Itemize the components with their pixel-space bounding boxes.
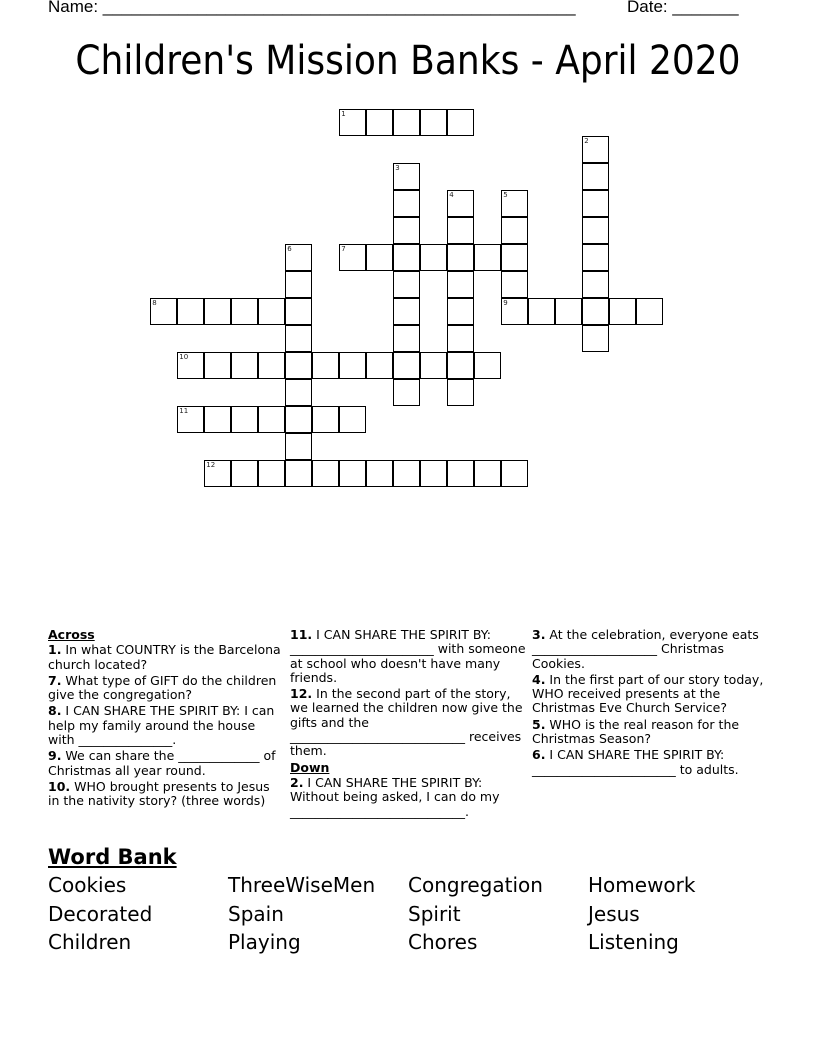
clue-down-5: 5. WHO is the real reason for the Christmas Season? — [532, 716, 740, 747]
crossword-cell[interactable] — [447, 352, 474, 379]
word-bank-item: Cookies — [48, 873, 127, 897]
crossword-cell[interactable] — [582, 190, 609, 217]
date-line: _______ — [672, 0, 739, 16]
crossword-cell[interactable] — [474, 244, 501, 271]
page-title: Children's Mission Banks - April 2020 — [75, 38, 741, 84]
clue-across-1: 1. In what COUNTRY is the Barcelona church located? — [48, 642, 281, 672]
crossword-cell[interactable] — [339, 244, 366, 271]
crossword-cell[interactable] — [393, 163, 420, 190]
crossword-cell[interactable] — [501, 460, 528, 487]
crossword-cell[interactable] — [366, 460, 393, 487]
word-bank-item: Jesus — [588, 901, 640, 926]
crossword-cell[interactable] — [393, 460, 420, 487]
crossword-cell[interactable] — [312, 460, 339, 487]
crossword-cell[interactable] — [636, 298, 663, 325]
crossword-cell[interactable] — [231, 298, 258, 325]
crossword-cell[interactable] — [420, 244, 447, 271]
crossword-cell[interactable] — [339, 109, 366, 136]
crossword-cell[interactable] — [204, 298, 231, 325]
clue-number: 2 — [584, 137, 589, 146]
crossword-cell[interactable] — [339, 352, 366, 379]
clue-number: 8 — [152, 299, 157, 308]
crossword-cell[interactable] — [393, 271, 420, 298]
word-bank — [48, 873, 768, 955]
clue-number: 1 — [341, 110, 346, 119]
clue-down-3: 3. At the celebration, everyone eats ____________________ Christmas Cookies. — [532, 627, 759, 671]
crossword-cell[interactable] — [339, 460, 366, 487]
crossword-cell[interactable] — [501, 271, 528, 298]
crossword-cell[interactable] — [447, 379, 474, 406]
crossword-cell[interactable] — [447, 298, 474, 325]
crossword-cell[interactable] — [204, 460, 231, 487]
clues-column-1 — [48, 628, 283, 811]
clue-across-12: 12. In the second part of the story, we learned the children now give the gifts and the ____________________________ receives them. — [290, 686, 523, 759]
crossword-cell[interactable] — [285, 379, 312, 406]
clue-number: 4 — [449, 191, 454, 200]
crossword-grid — [0, 0, 816, 500]
date-label: Date: — [627, 0, 673, 16]
name-label: Name: — [48, 0, 103, 16]
crossword-cell[interactable] — [555, 298, 582, 325]
crossword-cell[interactable] — [393, 352, 420, 379]
word-bank-item: Spirit — [408, 901, 461, 926]
crossword-cell[interactable] — [447, 217, 474, 244]
clue-number: 12 — [206, 461, 216, 470]
crossword-cell[interactable] — [231, 460, 258, 487]
crossword-cell[interactable] — [177, 406, 204, 433]
clue-across-7: 7. What type of GIFT do the children give the congregation? — [48, 672, 277, 703]
crossword-cell[interactable] — [501, 190, 528, 217]
crossword-cell[interactable] — [501, 298, 528, 325]
crossword-cell[interactable] — [258, 352, 285, 379]
crossword-cell[interactable] — [447, 109, 474, 136]
crossword-cell[interactable] — [393, 325, 420, 352]
crossword-cell[interactable] — [339, 406, 366, 433]
crossword-cell[interactable] — [258, 406, 285, 433]
crossword-cell[interactable] — [582, 136, 609, 163]
crossword-cell[interactable] — [393, 190, 420, 217]
crossword-cell[interactable] — [582, 325, 609, 352]
clue-number: 7 — [341, 245, 346, 254]
clue-number: 5 — [503, 191, 508, 200]
crossword-cell[interactable] — [285, 406, 312, 433]
crossword-cell[interactable] — [582, 244, 609, 271]
crossword-cell[interactable] — [258, 460, 285, 487]
word-bank-item: ThreeWiseMen — [228, 873, 376, 897]
crossword-cell[interactable] — [582, 271, 609, 298]
crossword-cell[interactable] — [204, 406, 231, 433]
crossword-cell[interactable] — [285, 460, 312, 487]
crossword-cell[interactable] — [393, 217, 420, 244]
clue-number: 3 — [395, 164, 400, 173]
crossword-cell[interactable] — [177, 298, 204, 325]
clue-across-10: 10. WHO brought presents to Jesus in the nativity story? (three words) — [48, 778, 270, 809]
crossword-cell[interactable] — [285, 325, 312, 352]
word-bank-title: Word Bank — [48, 845, 177, 869]
word-bank-item: Decorated — [48, 901, 153, 926]
crossword-cell[interactable] — [231, 406, 258, 433]
crossword-cell[interactable] — [420, 352, 447, 379]
crossword-cell[interactable] — [231, 352, 258, 379]
crossword-cell[interactable] — [447, 190, 474, 217]
crossword-cell[interactable] — [447, 271, 474, 298]
crossword-cell[interactable] — [285, 433, 312, 460]
crossword-cell[interactable] — [420, 460, 447, 487]
crossword-cell[interactable] — [366, 244, 393, 271]
across-heading: Across — [48, 627, 95, 642]
clues-column-2 — [290, 628, 530, 821]
clue-number: 10 — [179, 353, 189, 362]
crossword-cell[interactable] — [285, 244, 312, 271]
clue-number: 9 — [503, 299, 508, 308]
crossword-cell[interactable] — [285, 352, 312, 379]
clue-down-4: 4. In the first part of our story today, WHO received presents at the Christmas Eve Church Service? — [532, 671, 764, 716]
crossword-cell[interactable] — [285, 298, 312, 325]
clue-across-11: 11. I CAN SHARE THE SPIRIT BY: _______________________ with someone at school who doesn't have many friends. — [290, 627, 526, 685]
crossword-cell[interactable] — [474, 352, 501, 379]
crossword-cell[interactable] — [609, 298, 636, 325]
crossword-cell[interactable] — [150, 298, 177, 325]
crossword-cell[interactable] — [582, 163, 609, 190]
crossword-cell[interactable] — [501, 217, 528, 244]
crossword-cell[interactable] — [258, 298, 285, 325]
crossword-cell[interactable] — [501, 244, 528, 271]
crossword-cell[interactable] — [474, 460, 501, 487]
crossword-cell[interactable] — [447, 244, 474, 271]
crossword-cell[interactable] — [447, 460, 474, 487]
word-bank-item: Chores — [408, 930, 478, 954]
down-heading: Down — [290, 759, 330, 775]
crossword-cell[interactable] — [312, 352, 339, 379]
crossword-cell[interactable] — [204, 352, 231, 379]
crossword-cell[interactable] — [582, 298, 609, 325]
clue-number: 6 — [287, 245, 292, 254]
crossword-cell[interactable] — [420, 109, 447, 136]
word-bank-item: Playing — [228, 930, 301, 954]
clue-across-9: 9. We can share the _____________ of Christmas all year round. — [48, 748, 276, 778]
word-bank-item: Spain — [228, 901, 284, 926]
crossword-cell[interactable] — [393, 298, 420, 325]
crossword-cell[interactable] — [285, 271, 312, 298]
clue-number: 11 — [179, 407, 189, 416]
word-bank-item: Homework — [588, 873, 696, 897]
clues-column-3 — [532, 628, 772, 779]
word-bank-item: Congregation — [408, 873, 543, 897]
crossword-cell[interactable] — [366, 109, 393, 136]
crossword-cell[interactable] — [528, 298, 555, 325]
crossword-cell[interactable] — [366, 352, 393, 379]
crossword-cell[interactable] — [393, 244, 420, 271]
crossword-cell[interactable] — [393, 109, 420, 136]
crossword-cell[interactable] — [393, 379, 420, 406]
name-line: __________________________________________________ — [102, 0, 576, 16]
clue-down-6: 6. I CAN SHARE THE SPIRIT BY: _______________________ to adults. — [532, 747, 739, 777]
crossword-cell[interactable] — [312, 406, 339, 433]
word-bank-item: Listening — [588, 930, 679, 954]
crossword-cell[interactable] — [582, 217, 609, 244]
word-bank-item: Children — [48, 930, 132, 954]
crossword-cell[interactable] — [177, 352, 204, 379]
clue-across-8: 8. I CAN SHARE THE SPIRIT BY: I can help my family around the house with _______________. — [48, 703, 275, 748]
clue-down-2: 2. I CAN SHARE THE SPIRIT BY: Without being asked, I can do my ____________________________. — [290, 774, 500, 819]
crossword-cell[interactable] — [447, 325, 474, 352]
